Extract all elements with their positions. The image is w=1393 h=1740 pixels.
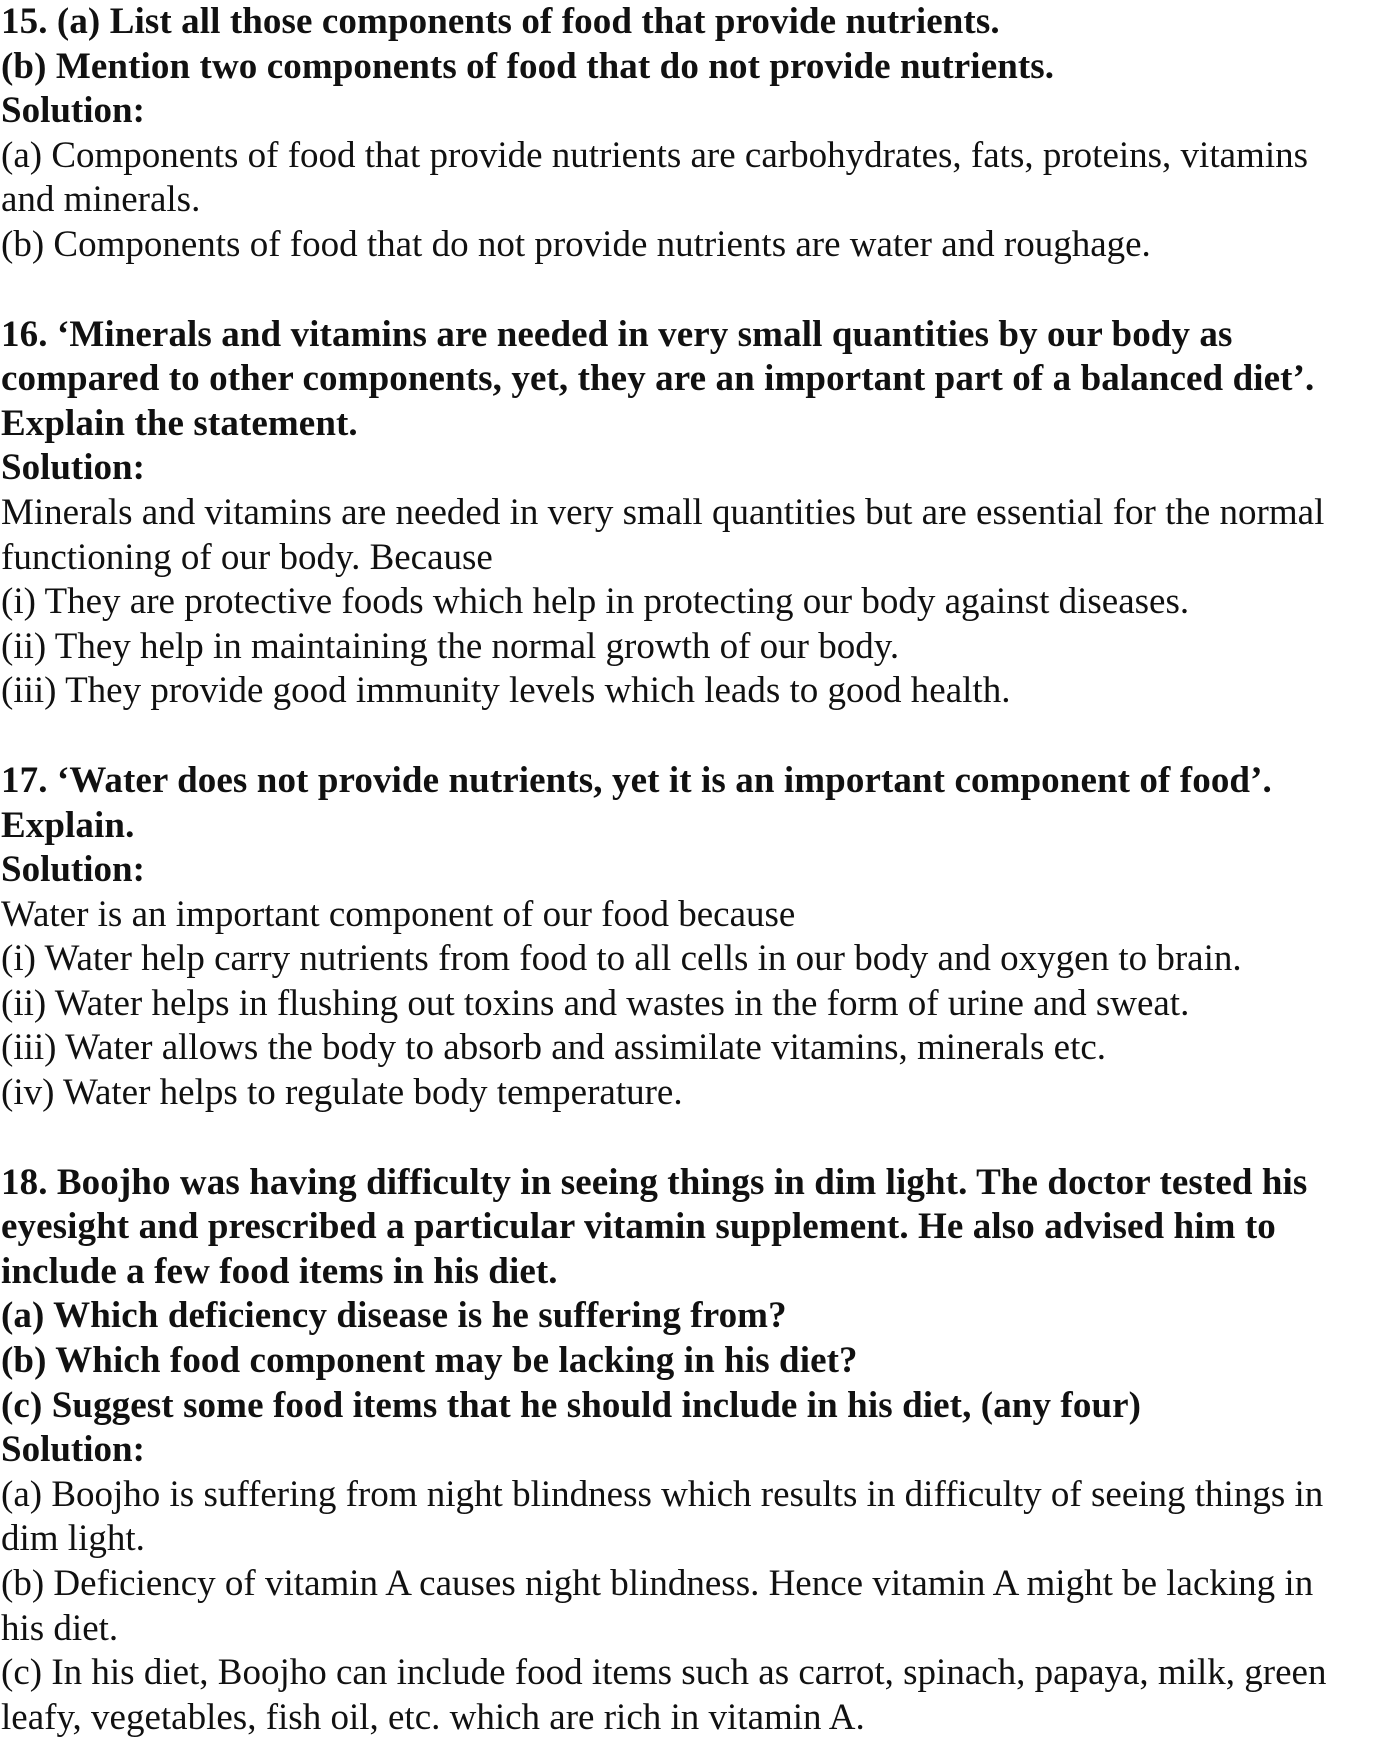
answer-text: (a) Boojho is suffering from night blindness which results in difficulty of seeing things in [1,1473,1324,1515]
answer-text: (b) Components of food that do not provide nutrients are water and roughage. [1,223,1151,265]
answer-text: and minerals. [1,179,201,221]
answer-text: (i) They are protective foods which help in protecting our body against diseases. [1,581,1190,623]
solution-label: Solution: [1,447,145,489]
answer-text: (iv) Water helps to regulate body temperature. [1,1072,683,1114]
question-text: 18. Boojho was having difficulty in seeing things in dim light. The doctor tested his [1,1161,1308,1203]
answer-text: dim light. [1,1518,145,1560]
answer-text: Water is an important component of our food because [1,893,796,935]
question-text: Explain. [1,804,135,846]
answer-text: Minerals and vitamins are needed in very small quantities but are essential for the normal [1,491,1325,533]
question-block-16 [1,313,1387,714]
question-text: 16. ‘Minerals and vitamins are needed in very small quantities by our body as [1,313,1233,355]
question-text: eyesight and prescribed a particular vitamin supplement. He also advised him to [1,1206,1276,1248]
solution-label: Solution: [1,1429,145,1471]
answer-text: (i) Water help carry nutrients from food to all cells in our body and oxygen to brain. [1,938,1242,980]
section-spacer [1,1116,1387,1161]
question-text: 17. ‘Water does not provide nutrients, yet it is an important component of food’. [1,759,1272,801]
answer-text: (b) Deficiency of vitamin A causes night blindness. Hence vitamin A might be lacking in [1,1563,1314,1604]
question-block-18 [1,1161,1387,1740]
answer-text: his diet. [1,1607,119,1649]
answer-text: (c) In his diet, Boojho can include food items such as carrot, spinach, papaya, milk, green [1,1652,1327,1694]
question-text: include a few food items in his diet. [1,1250,558,1292]
question-text: Explain the statement. [1,402,358,444]
section-spacer [1,714,1387,759]
question-text: (a) Which deficiency disease is he suffering from? [1,1295,787,1337]
question-text: (b) Which food component may be lacking in his diet? [1,1340,858,1382]
section-spacer [1,268,1387,313]
question-block-15 [1,0,1387,268]
answer-text: (ii) They help in maintaining the normal growth of our body. [1,625,900,667]
solution-label: Solution: [1,849,145,891]
question-text: compared to other components, yet, they are an important part of a balanced diet’. [1,358,1315,400]
answer-text: (iii) They provide good immunity levels which leads to good health. [1,670,1011,712]
answer-text: (ii) Water helps in flushing out toxins and wastes in the form of urine and sweat. [1,982,1190,1024]
question-text: (b) Mention two components of food that do not provide nutrients. [1,45,1055,87]
solution-label: Solution: [1,90,145,132]
question-text: (c) Suggest some food items that he should include in his diet, (any four) [1,1384,1142,1426]
answer-text: (a) Components of food that provide nutrients are carbohydrates, fats, proteins, vitamins [1,134,1308,176]
question-text: 15. (a) List all those components of food that provide nutrients. [1,1,1000,42]
question-block-17 [1,759,1387,1116]
answer-text: functioning of our body. Because [1,536,493,578]
answer-text: leafy, vegetables, fish oil, etc. which are rich in vitamin A. [1,1696,865,1738]
answer-text: (iii) Water allows the body to absorb and assimilate vitamins, minerals etc. [1,1027,1107,1069]
